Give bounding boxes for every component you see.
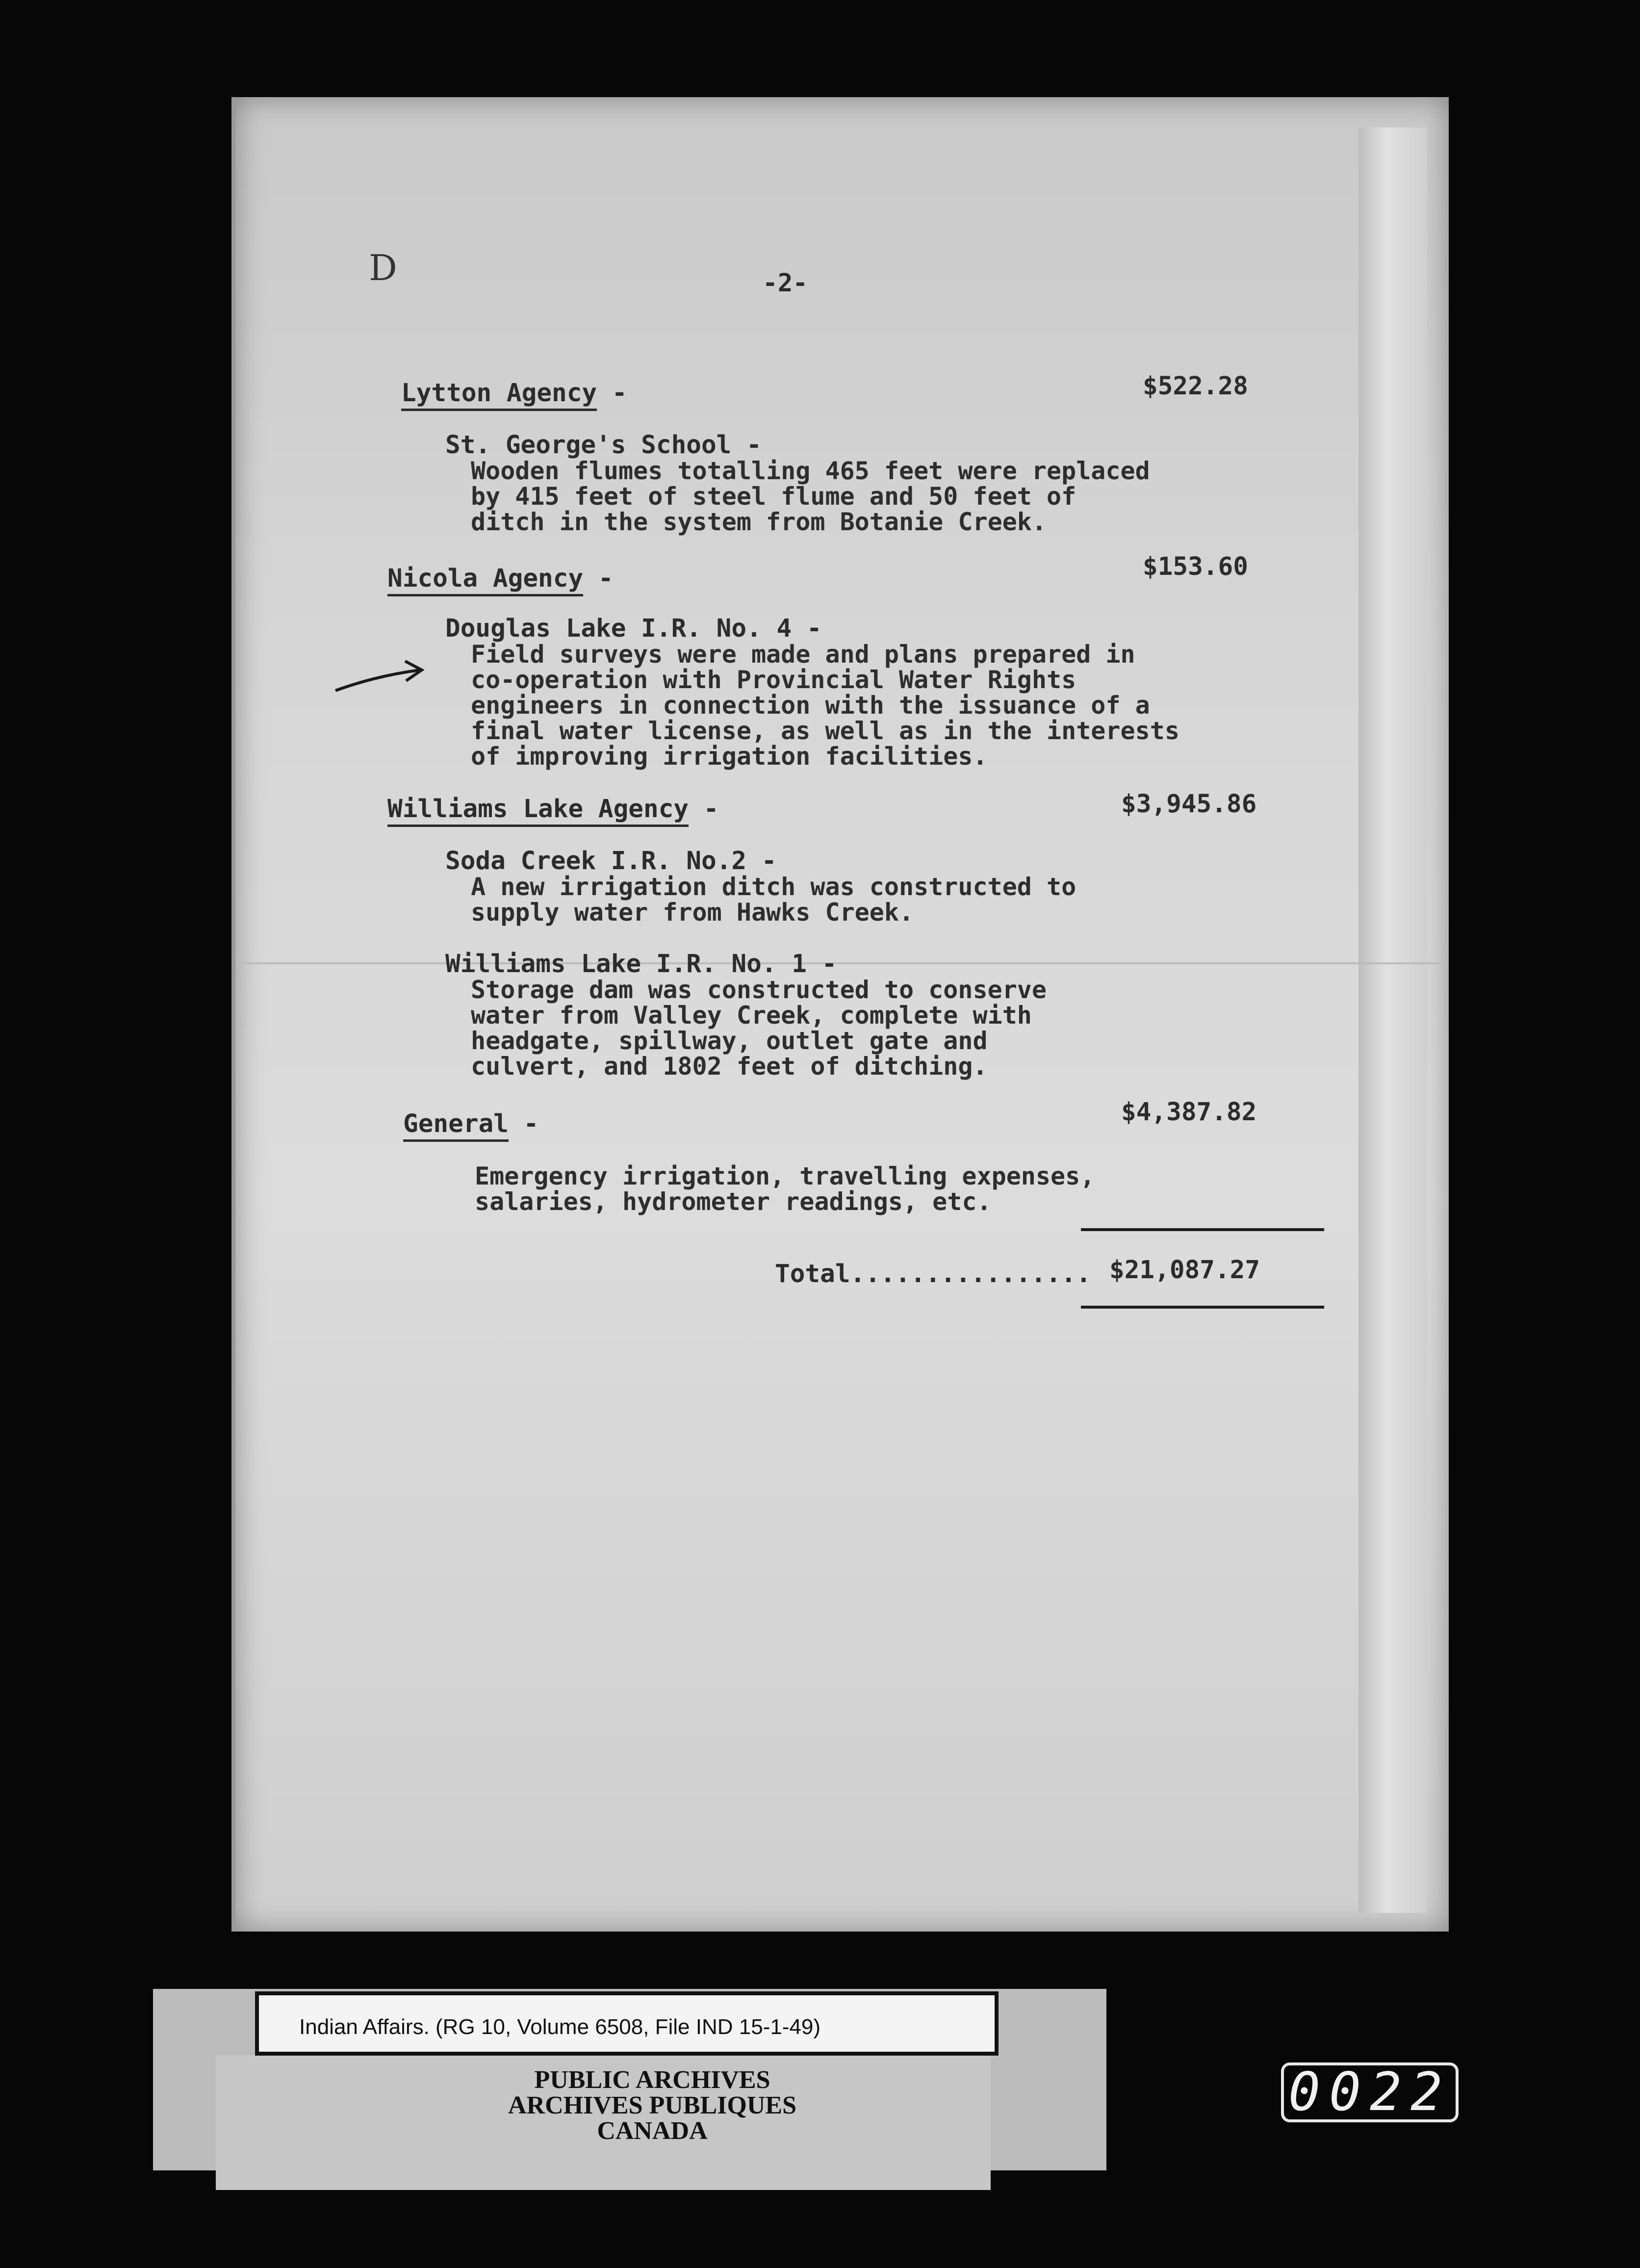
item-line: final water license, as well as in the interests [471, 717, 1179, 745]
total-rule-top [1081, 1228, 1324, 1231]
item-heading: Williams Lake I.R. No. 1 - [445, 950, 837, 979]
agency-heading: Williams Lake Agency [387, 795, 689, 827]
amount-nicola: $153.60 [1143, 552, 1248, 581]
item-heading: Douglas Lake I.R. No. 4 - [445, 614, 822, 643]
item-line: culvert, and 1802 feet of ditching. [471, 1052, 988, 1081]
item-heading: Soda Creek I.R. No.2 - [445, 847, 777, 876]
item-line: supply water from Hawks Creek. [471, 898, 914, 927]
section-nicola: Nicola Agency - [387, 564, 614, 593]
total-amount: $21,087.27 [1109, 1256, 1260, 1285]
agency-heading: Nicola Agency [387, 564, 583, 596]
item-line: Wooden flumes totalling 465 feet were replaced [471, 457, 1150, 485]
amount-williams-lake: $3,945.86 [1121, 790, 1257, 819]
fold-line [235, 962, 1442, 964]
amount-lytton: $522.28 [1143, 372, 1248, 401]
corner-mark: D [369, 247, 397, 288]
handwritten-arrow-icon [332, 656, 430, 700]
section-general: General - [403, 1109, 538, 1139]
item-line: salaries, hydrometer readings, etc. [475, 1187, 992, 1216]
item-line: engineers in connection with the issuance of a [471, 691, 1150, 720]
archive-line-2: ARCHIVES PUBLIQUES [508, 2091, 797, 2119]
agency-heading: General [403, 1109, 509, 1142]
section-williams-lake: Williams Lake Agency - [387, 795, 719, 824]
archive-stamp [441, 2067, 863, 2144]
item-line: Storage dam was constructed to conserve [471, 976, 1047, 1004]
item-line: of improving irrigation facilities. [471, 742, 988, 771]
item-line: co-operation with Provincial Water Rights [471, 666, 1076, 694]
page-number: -2- [763, 269, 808, 298]
agency-heading: Lytton Agency [401, 379, 597, 411]
item-line: Field surveys were made and plans prepared in [471, 640, 1135, 669]
total-label: Total................ [775, 1260, 1091, 1289]
amount-general: $4,387.82 [1121, 1098, 1257, 1127]
section-lytton: Lytton Agency - [401, 379, 627, 408]
total-rule-bottom [1081, 1306, 1324, 1309]
archive-reference: Indian Affairs. (RG 10, Volume 6508, File IND 15-1-49) [299, 2015, 821, 2039]
item-line: water from Valley Creek, complete with [471, 1001, 1032, 1030]
item-line: ditch in the system from Botanie Creek. [471, 508, 1047, 536]
item-line: by 415 feet of steel flume and 50 feet of [471, 482, 1076, 511]
archive-line-1: PUBLIC ARCHIVES [534, 2066, 770, 2094]
item-line: Emergency irrigation, travelling expenses, [475, 1162, 1095, 1190]
item-heading: St. George's School - [445, 431, 762, 460]
page-edge [1358, 128, 1427, 1913]
archive-line-3: CANADA [597, 2117, 708, 2145]
item-line: headgate, spillway, outlet gate and [471, 1027, 988, 1055]
frame-number: 0022 [1281, 2062, 1459, 2122]
item-line: A new irrigation ditch was constructed to [471, 873, 1076, 901]
